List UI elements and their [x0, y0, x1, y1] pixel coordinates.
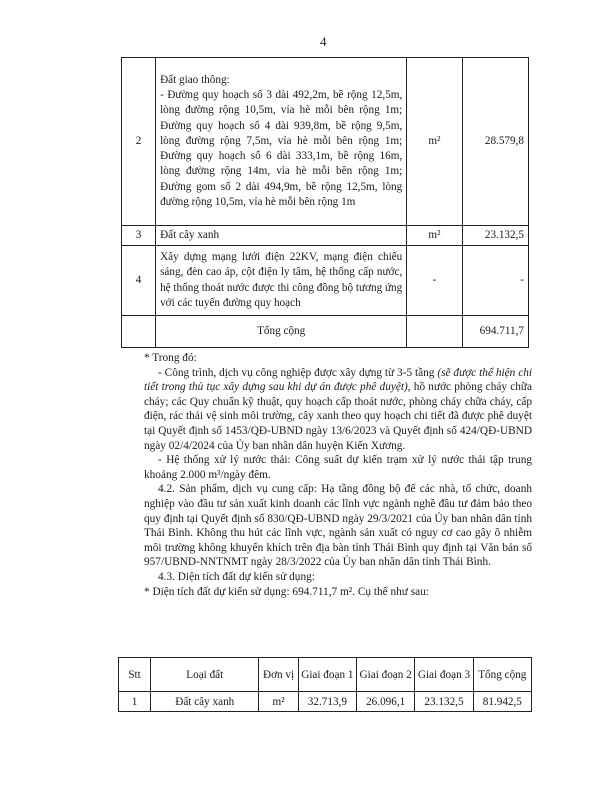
total-label: Tổng cộng	[156, 316, 407, 348]
land-use-table	[121, 57, 529, 348]
note-text: - Công trình, dịch vụ công nghiệp được xây dựng từ 3-5 tầng	[158, 366, 438, 379]
row-description: Đất cây xanh	[156, 226, 407, 246]
header-land-type: Loại đất	[151, 658, 259, 692]
phase-area-table	[118, 657, 532, 712]
row-detail: - Đường quy hoạch số 3 dài 492,2m, bề rộng 12,5m, lòng đường rộng 10,5m, vỉa hè mỗi bên rộng 1m; Đường quy hoạch số 4 dài 939,8m, bề rộng 9,5m, lòng đường rộng 7,5m, vỉa hè mỗi bên rộng 1m; Đường quy hoạch số 6 dài 333,1m, bề rộng 16m, lòng đường rộng 14m, vỉa hè mỗi bên rộng 1m; Đường gom số 2 dài 494,9m, bề rộng 12,5m, lòng đường rộng 10,5m, vỉa hè mỗi bên rộng 1m	[160, 89, 403, 208]
row-unit: m²	[407, 226, 462, 246]
row-stt: 2	[122, 58, 156, 226]
cell-land-type: Đất cây xanh	[151, 692, 259, 712]
cell-phase-2: 26.096,1	[357, 692, 415, 712]
section-4-3: 4.3. Diện tích đất dự kiến sử dụng:	[158, 570, 315, 583]
area-summary: * Diện tích đất dự kiến sử dụng: 694.711,7 m². Cụ thể như sau:	[144, 585, 429, 598]
header-phase-3: Giai đoạn 3	[415, 658, 473, 692]
note-paragraph	[144, 366, 532, 454]
note-heading: * Trong đó:	[144, 352, 197, 364]
table-row	[122, 246, 529, 316]
row-unit: -	[407, 246, 462, 316]
row-title: Đất giao thông:	[160, 74, 230, 87]
row-stt: 3	[122, 226, 156, 246]
header-phase-2: Giai đoạn 2	[357, 658, 415, 692]
table-row	[122, 58, 529, 226]
table-total-row	[122, 316, 529, 348]
header-stt: Stt	[119, 658, 151, 692]
row-unit: m²	[407, 58, 462, 226]
table-header-row	[119, 658, 532, 692]
note-text: , hồ nước phòng cháy chữa cháy; các Quy chuẩn kỹ thuật, quy hoạch cấp thoát nước, phòng cháy chữa cháy, cấp điện, rác thải vệ sinh môi trường, cây xanh theo quy hoạch chi tiết đã được phê duyệt tại Quyết định số 1453/QĐ-UBND ngày 13/6/2023 và Quyết định số 424/QĐ-UBND ngày 02/4/2024 của Ủy ban nhân dân huyện Kiến Xương.	[144, 381, 532, 452]
table-row	[119, 692, 532, 712]
row-description	[156, 58, 407, 226]
page-number: 4	[320, 34, 327, 49]
total-stt	[122, 316, 156, 348]
row-value: 28.579,8	[462, 58, 528, 226]
row-value: 23.132,5	[462, 226, 528, 246]
cell-stt: 1	[119, 692, 151, 712]
total-value: 694.711,7	[462, 316, 528, 348]
note-paragraph: - Hệ thống xử lý nước thải: Công suất dự kiến trạm xử lý nước thải tập trung khoảng 2.000 m³/ngày đêm.	[144, 454, 532, 481]
header-total: Tổng cộng	[473, 658, 531, 692]
section-4-2: 4.2. Sản phẩm, dịch vụ cung cấp: Hạ tầng đồng bộ để các nhà, tổ chức, doanh nghiệp vào đầu tư sản xuất kinh doanh các lĩnh vực ngành nghề đầu tư đảm bảo theo quy định tại Quyết định số 830/QĐ-UBND ngày 29/3/2021 của Ủy ban nhân dân tỉnh Thái Bình. Không thu hút các lĩnh vực, ngành sản xuất có nguy cơ cao gây ô nhiễm môi trường không khuyến khích trên địa bàn tỉnh Thái Bình quy định tại Văn bản số 957/UBND-NNTNMT ngày 28/3/2022 của Ủy ban nhân dân tỉnh Thái Bình.	[144, 483, 532, 569]
header-phase-1: Giai đoạn 1	[298, 658, 356, 692]
row-value: -	[462, 246, 528, 316]
row-stt: 4	[122, 246, 156, 316]
notes-section	[144, 351, 532, 599]
cell-total: 81.942,5	[473, 692, 531, 712]
header-unit: Đơn vị	[259, 658, 298, 692]
cell-phase-1: 32.713,9	[298, 692, 356, 712]
cell-unit: m²	[259, 692, 298, 712]
note-italic: (sẽ được thể hiện chi tiết trong thủ tục xây dựng sau khi dự án được phê duyệt)	[144, 366, 533, 394]
table-row	[122, 226, 529, 246]
row-description: Xây dựng mạng lưới điện 22KV, mạng điện chiếu sáng, đèn cao áp, cột điện ly tâm, hệ thống cấp nước, hệ thống thoát nước được thi công đồng bộ tương ứng với các tuyến đường quy hoạch	[156, 246, 407, 316]
total-unit	[407, 316, 462, 348]
cell-phase-3: 23.132,5	[415, 692, 473, 712]
